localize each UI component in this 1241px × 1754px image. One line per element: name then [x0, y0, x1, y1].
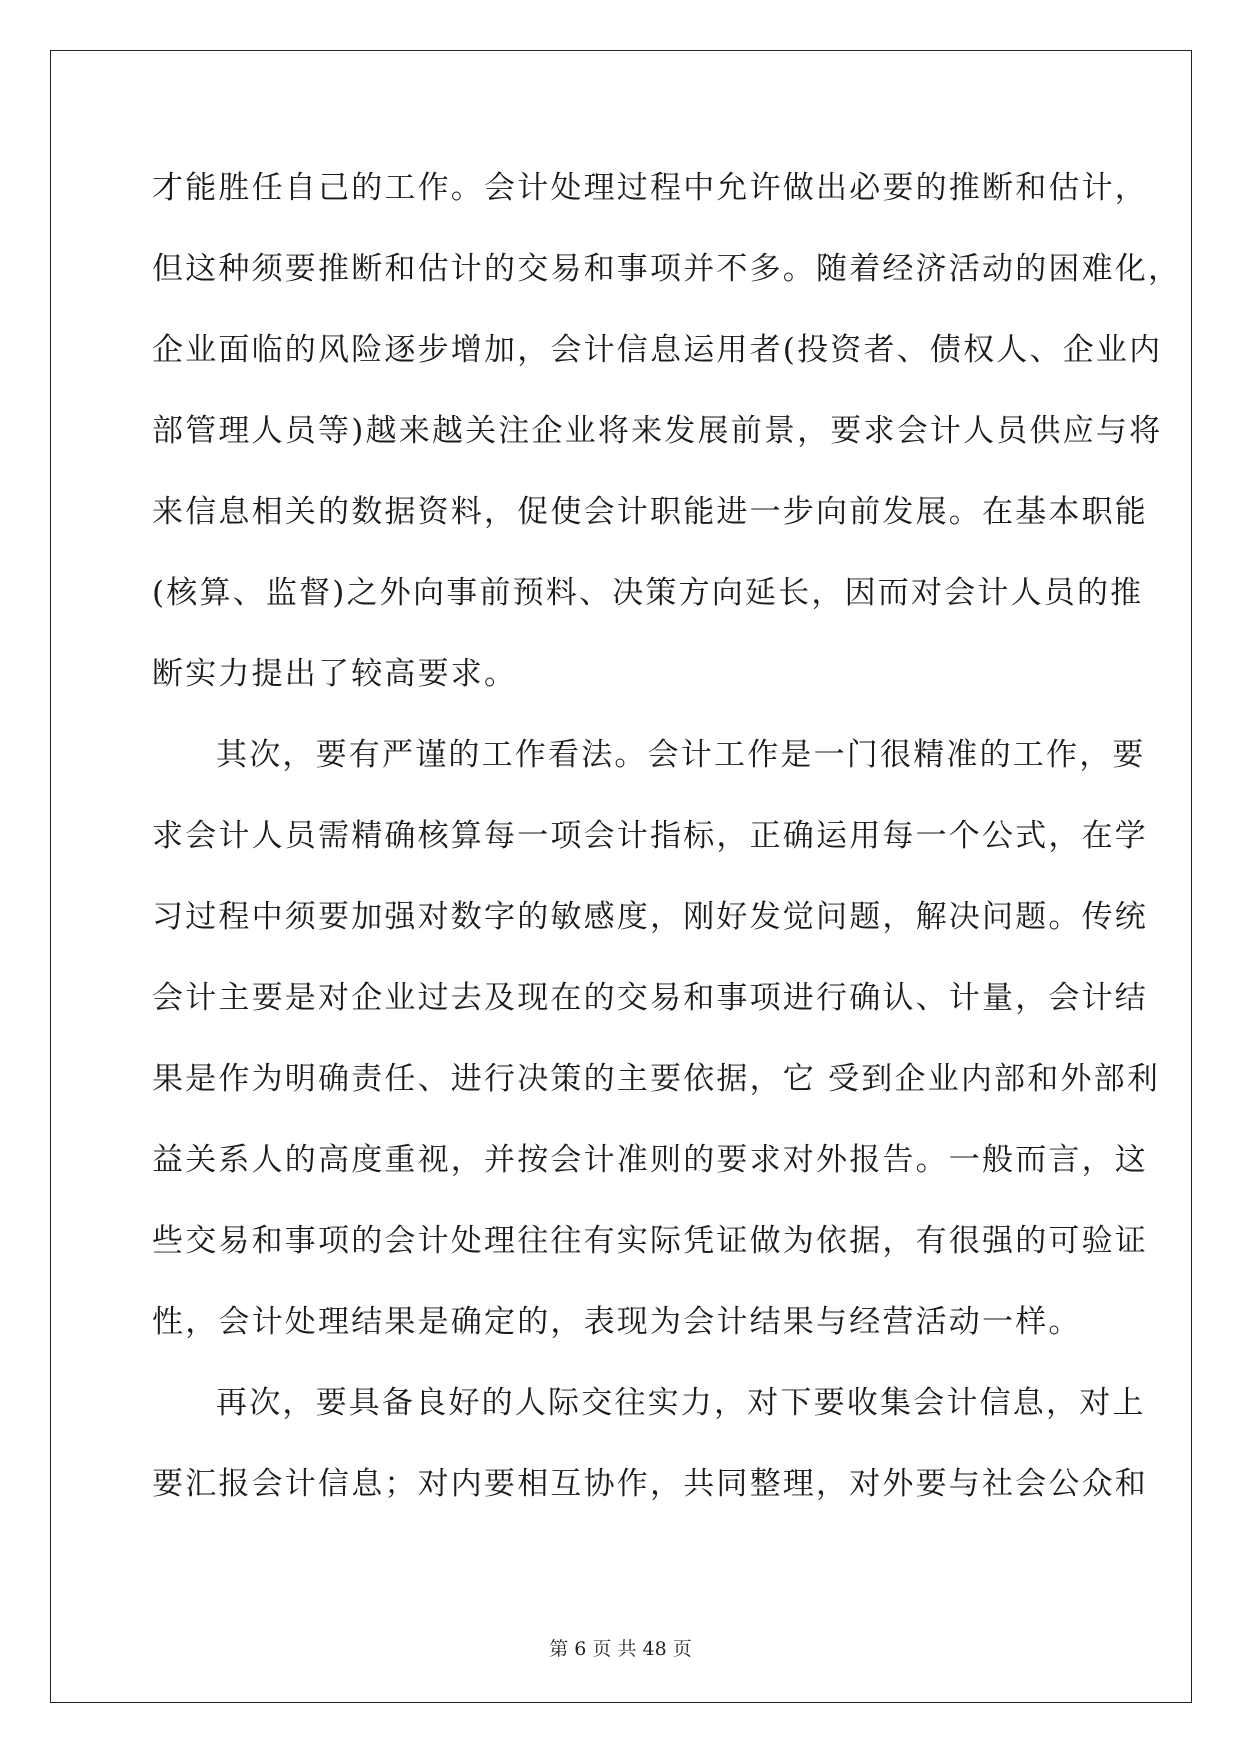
text-line: 果是作为明确责任、进行决策的主要依据，它 受到企业内部和外部利 [152, 1061, 1161, 1097]
text-line: 会计主要是对企业过去及现在的交易和事项进行确认、计量，会计结 [152, 980, 1148, 1016]
text-line: 习过程中须要加强对数字的敏感度，刚好发觉问题，解决问题。传统 [152, 899, 1148, 935]
text-line: 才能胜任自己的工作。会计处理过程中允许做出必要的推断和估计， [152, 170, 1148, 206]
text-line: 要汇报会计信息；对内要相互协作，共同整理，对外要与社会公众和 [152, 1466, 1148, 1502]
text-line: 但这种须要推断和估计的交易和事项并不多。随着经济活动的困难化， [152, 251, 1182, 287]
text-line: (核算、监督)之外向事前预料、决策方向延长，因而对会计人员的推 [152, 575, 1144, 611]
text-line: 些交易和事项的会计处理往往有实际凭证做为依据，有很强的可验证 [152, 1223, 1148, 1259]
text-line: 部管理人员等)越来越关注企业将来发展前景，要求会计人员供应与将 [152, 413, 1163, 449]
text-line: 益关系人的高度重视，并按会计准则的要求对外报告。一般而言，这 [152, 1142, 1148, 1178]
text-line: 来信息相关的数据资料，促使会计职能进一步向前发展。在基本职能 [152, 494, 1148, 530]
page-number-footer: 第 6 页 共 48 页 [549, 1638, 692, 1660]
paragraph-start-line: 其次，要有严谨的工作看法。会计工作是一门很精准的工作，要 [216, 737, 1146, 773]
document-body [152, 167, 1182, 1544]
text-line: 求会计人员需精确核算每一项会计指标，正确运用每一个公式，在学 [152, 818, 1148, 854]
paragraph-start-line: 再次，要具备良好的人际交往实力，对下要收集会计信息，对上 [216, 1385, 1146, 1421]
text-line: 断实力提出了较高要求。 [152, 656, 518, 692]
text-line: 性，会计处理结果是确定的，表现为会计结果与经营活动一样。 [152, 1304, 1082, 1340]
text-line: 企业面临的风险逐步增加，会计信息运用者(投资者、债权人、企业内 [152, 332, 1163, 368]
